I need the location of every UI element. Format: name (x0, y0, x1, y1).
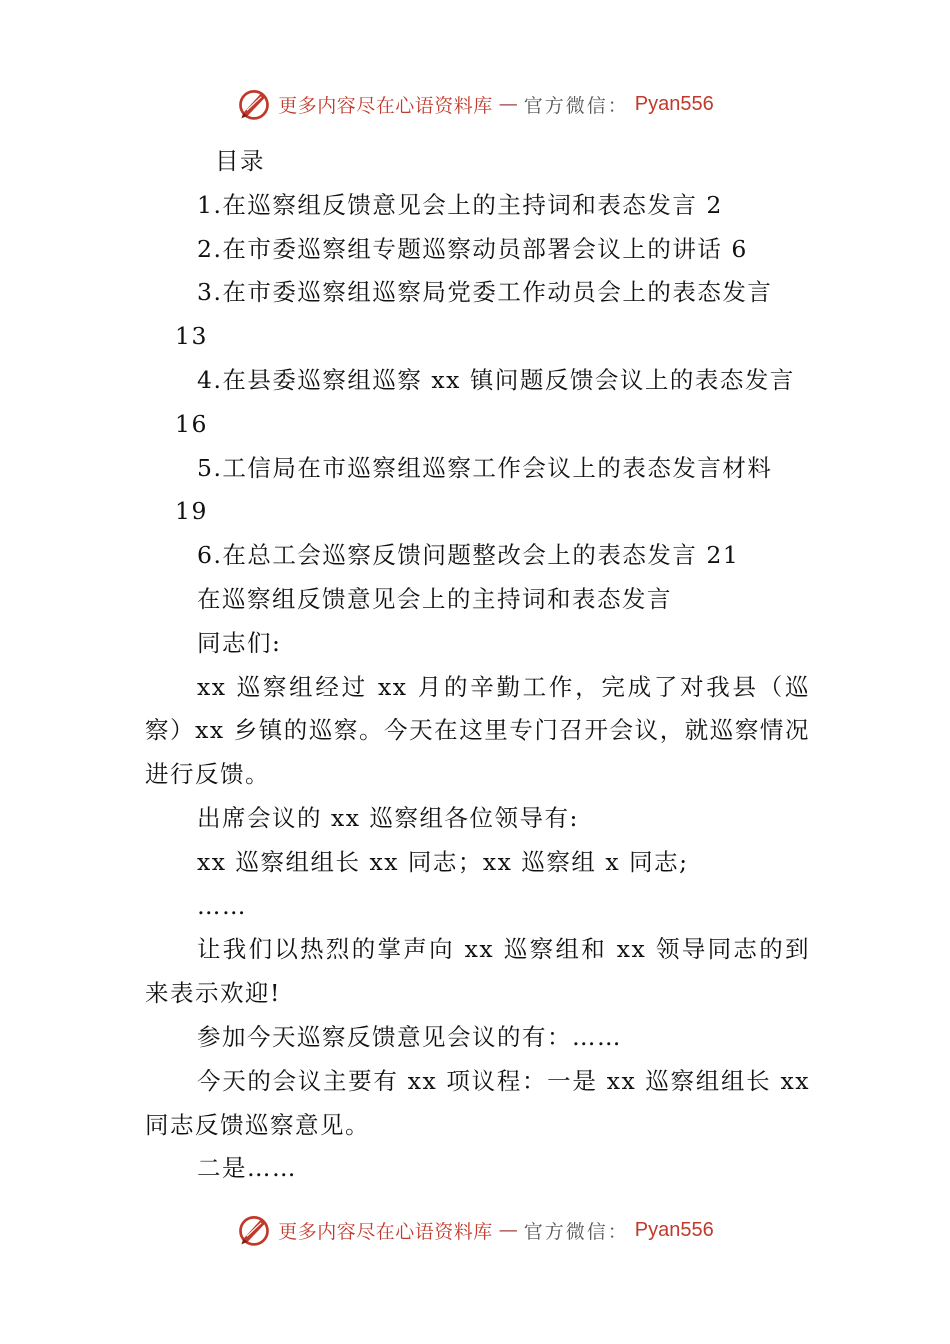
header-banner (0, 84, 950, 124)
banner-text: 更多内容尽在心语资料库 (278, 1220, 493, 1243)
paragraph: 今天的会议主要有 xx 项议程：一是 xx 巡察组组长 xx 同志反馈巡察意见。 (145, 1066, 810, 1139)
toc-item: 5.工信局在市巡察组巡察工作会议上的表态发言材料 (197, 453, 773, 482)
toc-item-page: 16 (175, 409, 208, 438)
section-heading: 在巡察组反馈意见会上的主持词和表态发言 (197, 584, 672, 613)
paragraph: xx 巡察组经过 xx 月的辛勤工作，完成了对我县（巡察）xx 乡镇的巡察。今天在这里专门召开会议，就巡察情况进行反馈。 (145, 672, 810, 789)
toc-item: 6.在总工会巡察反馈问题整改会上的表态发言 21 (197, 541, 740, 570)
toc-item: 1.在巡察组反馈意见会上的主持词和表态发言 2 (197, 190, 723, 219)
paragraph: 让我们以热烈的掌声向 xx 巡察组和 xx 领导同志的到来表示欢迎! (145, 935, 810, 1008)
banner-wechat-label: 官方微信： (523, 94, 629, 117)
toc-item: 4.在县委巡察组巡察 xx 镇问题反馈会议上的表态发言 (197, 365, 795, 394)
banner-wechat-id: Pyan556 (634, 1218, 714, 1241)
banner-separator: — (498, 93, 518, 115)
pen-in-circle-icon (236, 86, 272, 122)
toc-item-page: 19 (175, 497, 208, 526)
paragraph: …… (197, 891, 247, 920)
paragraph: xx 巡察组组长 xx 同志；xx 巡察组 x 同志; (197, 847, 689, 876)
banner-wechat-id: Pyan556 (634, 92, 714, 115)
footer-banner (0, 1210, 950, 1250)
paragraph: 二是…… (197, 1154, 297, 1183)
paragraph: 出席会议的 xx 巡察组各位领导有: (197, 803, 579, 832)
banner-separator: — (498, 1219, 518, 1241)
toc-item: 2.在市委巡察组专题巡察动员部署会议上的讲话 6 (197, 234, 748, 263)
banner-wechat-label: 官方微信： (523, 1220, 629, 1243)
toc-item-page: 13 (175, 322, 208, 351)
banner-text: 更多内容尽在心语资料库 (278, 94, 493, 117)
paragraph: 参加今天巡察反馈意见会议的有：…… (197, 1022, 622, 1051)
toc-item: 3.在市委巡察组巡察局党委工作动员会上的表态发言 (197, 278, 773, 307)
salutation: 同志们: (197, 628, 282, 657)
toc-title: 目录 (215, 147, 265, 175)
document-body (145, 140, 810, 1191)
pen-in-circle-icon (236, 1212, 272, 1248)
